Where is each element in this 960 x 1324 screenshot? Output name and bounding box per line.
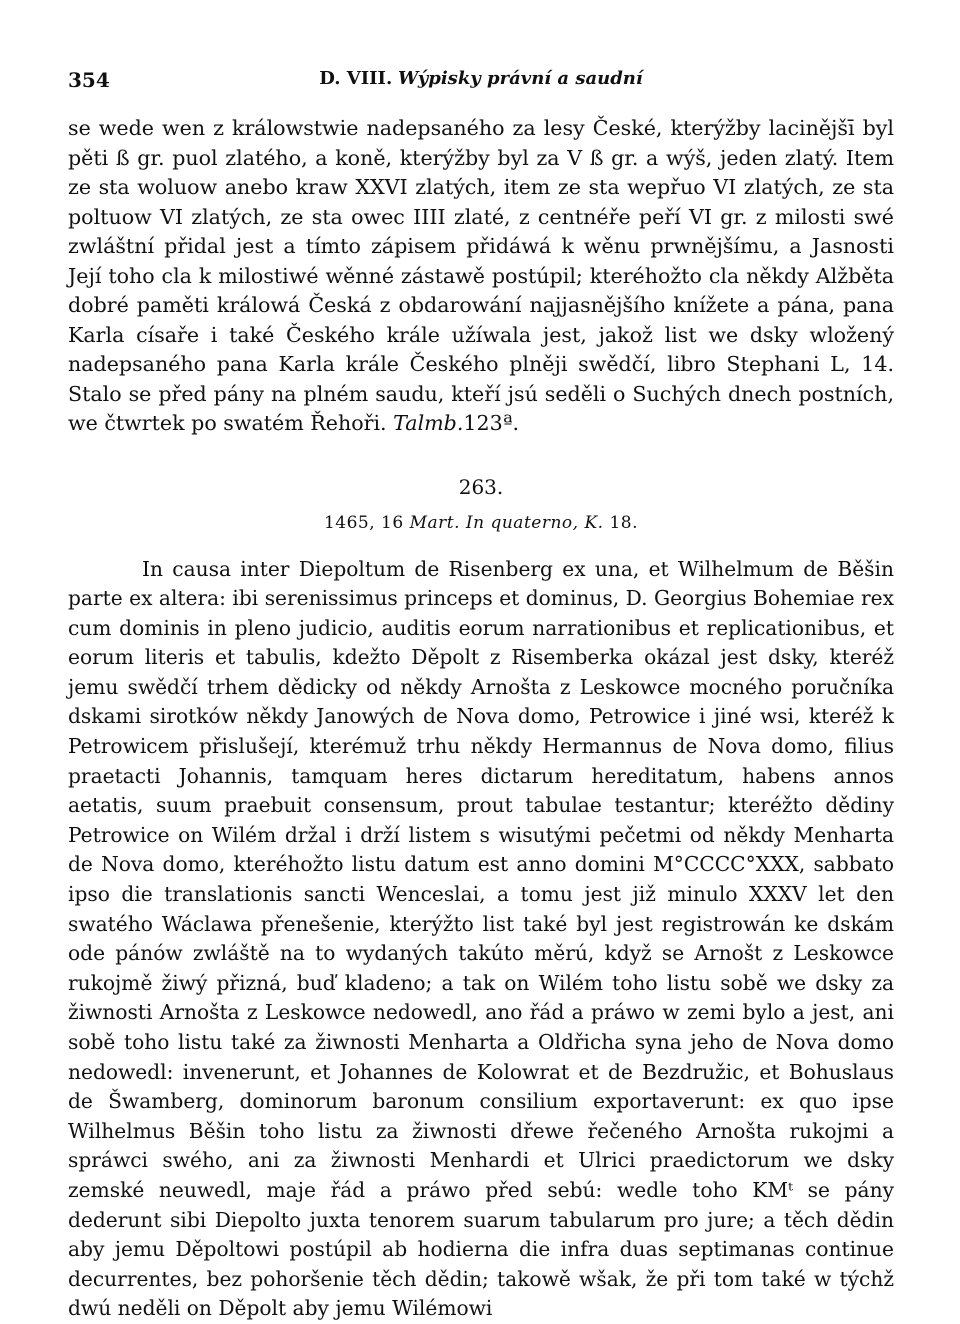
source-folio: 123ª.: [463, 411, 520, 435]
running-head: [68, 64, 894, 104]
entry-date-month: Mart.: [409, 512, 460, 533]
entry-dateline: [68, 513, 894, 555]
entry-source-folio: 18.: [609, 512, 639, 533]
entry-number: 263.: [458, 474, 504, 499]
section-subject: Wýpisky právní a saudní: [397, 68, 643, 89]
entry-paragraph: In causa inter Diepoltum de Risenberg ex una, et Wilhelmum de Běšin parte ex altera: ibi serenissimus princeps et dominus, D. Georgius Bohemiae rex cum dominis in pleno judicio, auditis eorum narrationibus et replicationibus, et eorum literis et tabulis, kdežto Děpolt z Risemberka okázal jest dsky, kteréž jemu swědčí trhem dědicky od někdy Arnošta z Leskowce mocného poručníka dskami sirotków někdy Janowých de Nova domo, Petrowice i jiné wsi, kteréž k Petrowicem přislušejí, kterémuž trhu někdy Hermannus de Nova domo, filius praetacti Johannis, tamquam heres dictarum hereditatum, habens annos aetatis, suum praebuit consensum, prout tabulae testantur; kteréžto dědiny Petrowice on Wilém držal i drží listem s wisutými pečetmi od někdy Menharta de Nova domo, kteréhožto listu datum est anno domini M°CCCC°XXX, sabbato ipso die translationis sancti Wenceslai, a tomu jest již minulo XXXV let den swatého Wáclawa přenešenie, kterýžto list také byl jest registrowán ke dskám ode pánów zwláště na to wydaných takúto měrú, když se Arnošt z Leskowce rukojmě žiwý přizná, buď kladeno; a tak on Wilém toho listu sobě we dsky za žiwnosti Arnošta z Leskowce nedowedl, ano řád a práwo w zemi bylo a jest, ani sobě toho listu také za žiwnosti Menharta a Oldřicha syna jeho de Nova domo nedowedl: invenerunt, et Johannes de Kolowrat et de Bezdružic, et Bohuslaus de Šwamberg, dominorum baronum consilium exportaverunt: ex quo ipse Wilhelmus Běšin toho listu za žiwnosti dřewe řečeného Arnošta rukojmi a spráwci swého, ani za žiwnosti Menhardi et Ulrici praedictorum we dsky zemské neuwedl, maje řád a práwo před sebú: wedle toho KMᵗ se pány dederunt sibi Diepolto juxta tenorem suarum tabularum pro jure; a těch dědin aby jemu Děpoltowi postúpil ab hodierna die infra duas septimanas continue decurrentes, bez pohoršenie těch dědin; takowě wšak, že při tom také w týchž dwú neděli on Děpolt aby jemu Wilémowi: [68, 556, 894, 1321]
running-title: [68, 68, 894, 89]
continued-entry-paragraph: [68, 114, 894, 439]
page-number: 354: [68, 68, 110, 92]
book-page: [68, 64, 894, 1324]
source-reference: Talmb.: [393, 411, 464, 435]
entry-source: In quaterno,: [465, 512, 579, 533]
entry-date: 1465, 16: [323, 512, 404, 533]
section-label: D. VIII.: [319, 68, 393, 89]
entry-source-letter: K.: [584, 512, 604, 533]
continued-entry-text: se wede wen z králowstwie nadepsaného za lesy České, kterýžby lacinějšī byl pěti ß gr. puol zlatého, a koně, kterýžby byl za V ß gr. a wýš, jeden zlatý. Item ze sta woluow anebo kraw XXVI zlatých, item ze sta wepřuo VI zlatých, ze sta poltuow VI zlatých, ze sta owec IIII zlaté, z centnéře peří VI gr. z milosti swé zwláštní přidal jest a tímto zápisem přidáwá k wěnu prwnějšímu, a Jasnosti Její toho cla k milostiwé wěnné zástawě postúpil; kteréhožto cla někdy Alžběta dobré paměti králowá Česká z obdarowání najjasnějšího knížete a pána, pana Karla císaře i také Českého krále užíwala jest, jakož list we dsky wložený nadepsaného pana Karla krále Českého plněji swědčí, libro Stephani L, 14. Stalo se před pány na plném saudu, kteří jsú seděli o Suchých dnech postních, we čtwrtek po swatém Řehoři.: [68, 116, 894, 435]
